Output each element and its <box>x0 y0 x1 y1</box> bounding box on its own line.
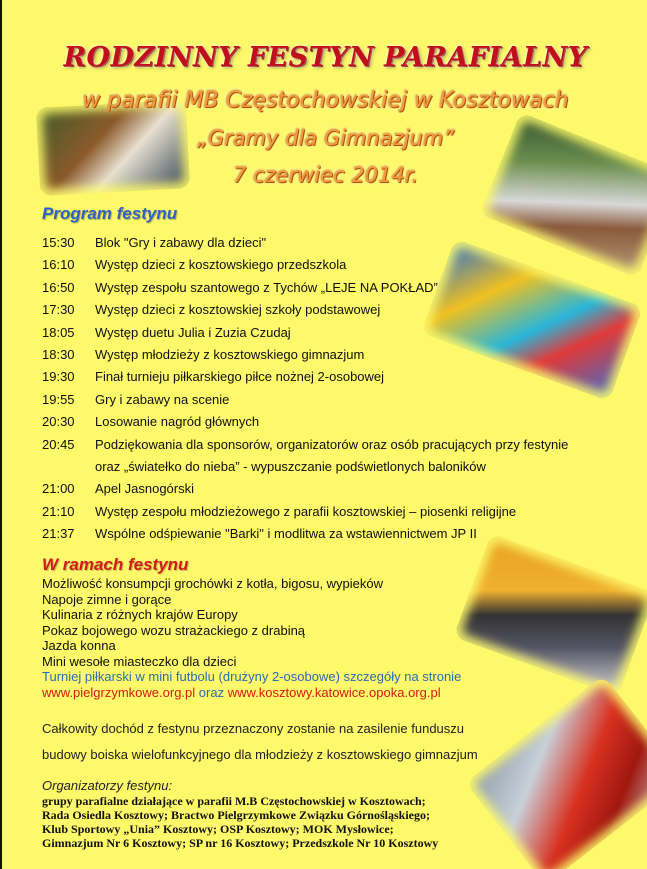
link-kosztowy[interactable]: www.kosztowy.katowice.opoka.org.pl <box>227 684 441 700</box>
income-note <box>42 716 478 768</box>
schedule-time: 15:30 <box>42 235 75 250</box>
schedule-time: 16:50 <box>42 279 75 295</box>
attraction-item: Jazda konna <box>42 638 116 653</box>
schedule-event: Apel Jasnogórski <box>95 481 194 497</box>
schedule-row-continuation <box>42 456 568 478</box>
income-line: Całkowity dochód z festynu przeznaczony zostanie na zasilenie funduszu <box>42 721 465 736</box>
organizer-line: Klub Sportowy „Unia” Kosztowy; OSP Kosztowy; MOK Mysłowice; <box>42 822 394 836</box>
attraction-item: Mini wesołe miasteczko dla dzieci <box>42 653 237 669</box>
schedule-row <box>42 299 568 321</box>
poster-subtitle-motto: „Gramy dla Gimnazjum” <box>196 126 455 150</box>
photo-stage <box>453 533 647 696</box>
schedule-event: Blok "Gry i zabawy dla dzieci" <box>95 235 267 250</box>
schedule-event: Gry i zabawy na scenie <box>95 391 230 407</box>
schedule-time: 20:30 <box>42 414 75 430</box>
schedule-time: 19:30 <box>42 369 75 385</box>
schedule-row <box>42 232 568 254</box>
schedule-event: oraz „światełko do nieba” - wypuszczanie podświetlonych baloników <box>95 458 486 474</box>
photo-fire-truck <box>466 675 647 869</box>
attractions-heading: W ramach festynu <box>42 555 189 574</box>
schedule-row <box>42 277 568 299</box>
attraction-item: Napoje zimne i gorące <box>42 591 172 607</box>
attraction-item: Możliwość konsumpcji grochówki z kotła, bigosu, wypieków <box>42 576 384 591</box>
program-schedule <box>42 232 568 545</box>
schedule-row <box>42 389 568 411</box>
link-joiner: oraz <box>195 684 228 700</box>
schedule-row <box>42 501 568 523</box>
poster-title: RODZINNY FESTYN PARAFIALNY <box>63 42 588 73</box>
poster-date: 7 czerwiec 2014r. <box>232 163 419 187</box>
schedule-event: Losowanie nagród głównych <box>95 414 260 430</box>
schedule-time: 20:45 <box>42 436 75 452</box>
schedule-row <box>42 254 568 276</box>
schedule-row <box>42 366 568 388</box>
attraction-item: Pokaz bojowego wozu strażackiego z drabiną <box>42 622 306 638</box>
schedule-time: 18:05 <box>42 324 75 340</box>
schedule-event: Podziękowania dla sponsorów, organizatorów oraz osób pracujących przy festynie <box>95 436 569 452</box>
schedule-event: Występ zespołu młodzieżowego z parafii kosztowskiej – piosenki religijne <box>95 503 517 519</box>
schedule-row <box>42 322 568 344</box>
schedule-row <box>42 434 568 456</box>
schedule-event: Występ dzieci z kosztowskiej szkoły podstawowej <box>95 302 381 318</box>
organizer-line: grupy parafialne działające w parafii M.B Częstochowskiej w Kosztowach; <box>42 794 426 808</box>
schedule-time: 21:10 <box>42 503 75 519</box>
attractions-list <box>42 576 461 700</box>
schedule-row <box>42 411 568 433</box>
schedule-event: Wspólne odśpiewanie "Barki" i modlitwa za wstawiennictwem JP II <box>95 526 477 542</box>
organizer-line: Gimnazjum Nr 6 Kosztowy; SP nr 16 Kosztowy; Przedszkole Nr 10 Kosztowy <box>42 836 439 850</box>
schedule-row <box>42 344 568 366</box>
organizers-list <box>42 794 438 850</box>
link-pielgrzymkowe[interactable]: www.pielgrzymkowe.org.pl <box>42 684 196 700</box>
schedule-event: Występ młodzieży z kosztowskiego gimnazjum <box>95 346 365 362</box>
schedule-row <box>42 523 568 545</box>
schedule-event: Występ duetu Julia i Zuzia Czudaj <box>95 324 291 340</box>
income-line: budowy boiska wielofunkcyjnego dla młodzieży z kosztowskiego gimnazjum <box>42 747 478 762</box>
program-heading: Program festynu <box>42 204 178 223</box>
tournament-info: Turniej piłkarski w mini futbolu (drużyny 2-osobowe) szczegóły na stronie <box>42 669 462 684</box>
organizers-heading: Organizatorzy festynu: <box>42 778 173 793</box>
schedule-time: 18:30 <box>42 346 75 362</box>
schedule-event: Występ dzieci z kosztowskiego przedszkola <box>95 257 347 273</box>
schedule-time: 21:37 <box>42 526 75 542</box>
schedule-time: 17:30 <box>42 302 75 318</box>
schedule-time: 21:00 <box>42 481 75 497</box>
schedule-time: 19:55 <box>42 391 75 407</box>
schedule-time: 16:10 <box>42 257 75 273</box>
schedule-event: Występ zespołu szantowego z Tychów „LEJE NA POKŁAD” <box>95 279 438 295</box>
website-links <box>42 685 461 701</box>
schedule-row <box>42 478 568 500</box>
poster-subtitle-parish: w parafii MB Częstochowskiej w Kosztowach <box>82 88 569 113</box>
attraction-item: Kulinaria z różnych krajów Europy <box>42 607 238 622</box>
schedule-event: Finał turnieju piłkarskiego piłce nożnej 2-osobowej <box>95 369 385 385</box>
organizer-line: Rada Osiedla Kosztowy; Bractwo Pielgrzymkowe Związku Górnośląskiego; <box>42 808 430 822</box>
